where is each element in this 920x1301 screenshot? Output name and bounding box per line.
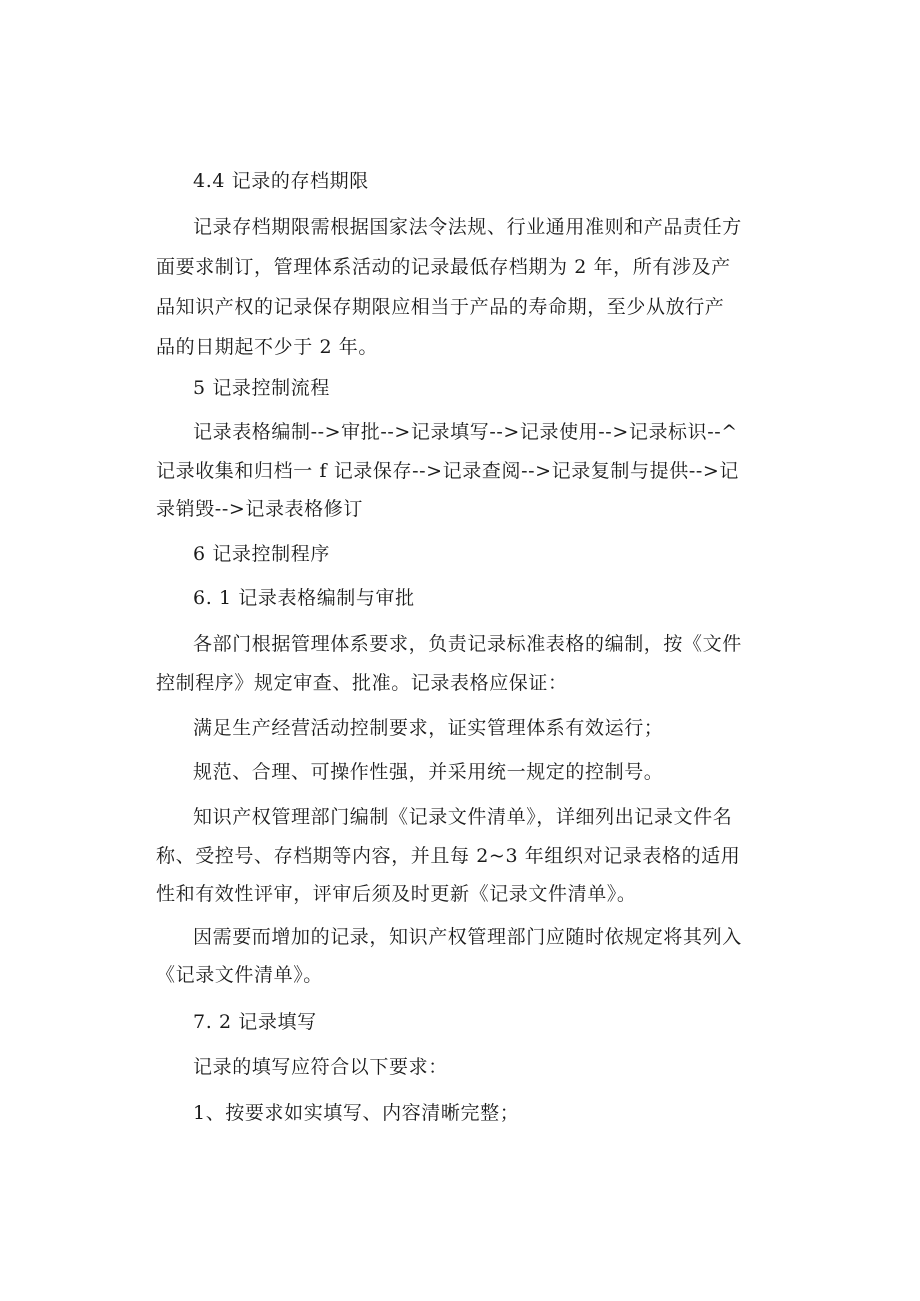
paragraph-line: 控制程序》规定审查、批准。记录表格应保证： — [156, 672, 568, 694]
paragraph-line: 品的日期起不少于 2 年。 — [156, 336, 378, 358]
paragraph-line: 知识产权管理部门编制《记录文件清单》，详细列出记录文件名 — [193, 806, 733, 828]
paragraph-line: 称、受控号、存档期等内容，并且每 2~3 年组织对记录表格的适用 — [156, 845, 741, 867]
heading-6-1: 6. 1 记录表格编制与审批 — [193, 587, 415, 609]
flow-line: 录销毁-->记录表格修订 — [156, 498, 363, 520]
paragraph-line: 满足生产经营活动控制要求，证实管理体系有效运行； — [193, 717, 664, 739]
paragraph-line: 面要求制订，管理体系活动的记录最低存档期为 2 年，所有涉及产 — [156, 256, 731, 278]
heading-5: 5 记录控制流程 — [193, 377, 330, 399]
paragraph-line: 《记录文件清单》。 — [156, 964, 323, 986]
paragraph-line: 记录的填写应符合以下要求： — [193, 1056, 448, 1078]
paragraph-line: 各部门根据管理体系要求，负责记录标准表格的编制，按《文件 — [193, 633, 742, 655]
paragraph-line: 因需要而增加的记录，知识产权管理部门应随时依规定将其列入 — [193, 926, 742, 948]
flow-line: 记录收集和归档一 f 记录保存-->记录查阅-->记录复制与提供-->记 — [156, 460, 739, 482]
heading-4-4: 4.4 记录的存档期限 — [193, 170, 369, 192]
flow-line: 记录表格编制-->审批-->记录填写-->记录使用-->记录标识--^ — [193, 421, 738, 443]
heading-6: 6 记录控制程序 — [193, 543, 330, 565]
paragraph-line: 规范、合理、可操作性强，并采用统一规定的控制号。 — [193, 761, 664, 783]
list-item: 1、按要求如实填写、内容清晰完整； — [193, 1102, 520, 1124]
paragraph-line: 性和有效性评审，评审后须及时更新《记录文件清单》。 — [156, 883, 637, 905]
paragraph-line: 品知识产权的记录保存期限应相当于产品的寿命期，至少从放行产 — [156, 296, 725, 318]
paragraph-line: 记录存档期限需根据国家法令法规、行业通用准则和产品责任方 — [193, 216, 742, 238]
heading-7-2: 7. 2 记录填写 — [193, 1011, 317, 1033]
